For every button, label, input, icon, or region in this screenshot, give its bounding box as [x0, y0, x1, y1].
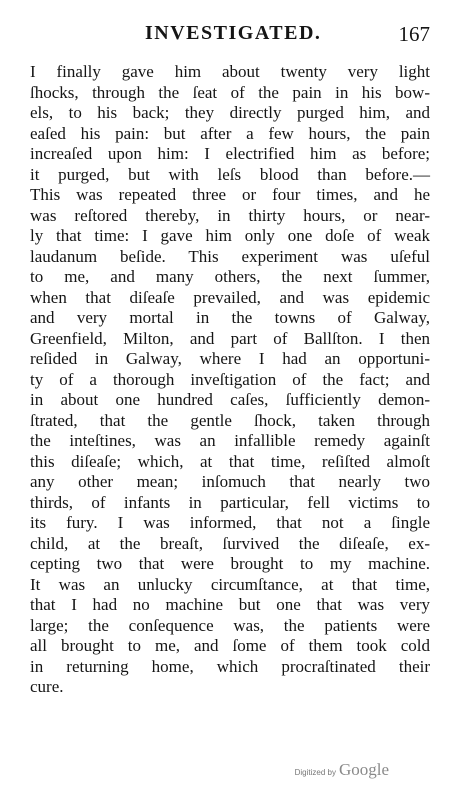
body-text	[30, 62, 430, 698]
text-line: the inteſtines, was an infallible remedy againſt	[30, 431, 430, 450]
text-line: I finally gave him about twenty very light	[30, 62, 430, 81]
google-logo: Google	[338, 760, 389, 779]
text-line: when that diſeaſe prevailed, and was epidemic	[30, 287, 430, 307]
text-line: ſtrated, that the gentle ſhock, taken through	[30, 410, 430, 430]
text-line: ſhocks, through the ſeat of the pain in his bow-	[30, 82, 430, 102]
text-line: in returning home, which procraſtinated their	[30, 656, 430, 676]
text-line: and very mortal in the towns of Galway,	[30, 308, 430, 327]
text-line: in about one hundred caſes, ſufficiently demon-	[30, 390, 430, 409]
text-line: its fury. I was informed, that not a ſingle	[30, 513, 430, 532]
text-line: any other mean; inſomuch that nearly two	[30, 472, 430, 491]
text-line: that I had no machine but one that was very	[30, 595, 430, 614]
page-number: 167	[398, 22, 430, 46]
text-line: Greenfield, Milton, and part of Ballſton. I then	[30, 328, 430, 348]
running-head	[30, 22, 430, 50]
text-line: thirds, of infants in particular, fell victims to	[30, 492, 430, 512]
running-title: INVESTIGATED.	[145, 22, 322, 44]
text-line: increaſed upon him: I electrified him as before;	[30, 144, 430, 163]
text-line: ly that time: I gave him only one doſe of weak	[30, 226, 430, 245]
text-line: This was repeated three or four times, and he	[30, 185, 430, 204]
text-line: ty of a thorough inveſtigation of the fact; and	[30, 369, 430, 389]
text-line: It was an unlucky circumſtance, at that time,	[30, 574, 430, 594]
text-line: eaſed his pain: but after a few hours, the pain	[30, 123, 430, 143]
text-line: this diſeaſe; which, at that time, reſiſted almoſt	[30, 451, 430, 471]
text-line: laudanum beſide. This experiment was uſeful	[30, 246, 430, 266]
text-line: all brought to me, and ſome of them took cold	[30, 636, 430, 655]
text-line: was reſtored thereby, in thirty hours, or near-	[30, 205, 430, 225]
text-line: reſided in Galway, where I had an opportuni-	[30, 349, 430, 368]
text-line: cepting two that were brought to my machine.	[30, 554, 430, 573]
text-line: large; the conſequence was, the patients were	[30, 615, 430, 635]
text-line: it purged, but with leſs blood than before.—	[30, 164, 430, 184]
text-line: child, at the breaſt, ſurvived the diſeaſe, ex-	[30, 533, 430, 553]
digitized-watermark	[295, 760, 389, 780]
text-line: cure.	[30, 677, 64, 696]
watermark-prefix: Digitized by	[294, 768, 336, 777]
text-line: els, to his back; they directly purged him, and	[30, 103, 430, 122]
text-line: to me, and many others, the next ſummer,	[30, 267, 430, 286]
